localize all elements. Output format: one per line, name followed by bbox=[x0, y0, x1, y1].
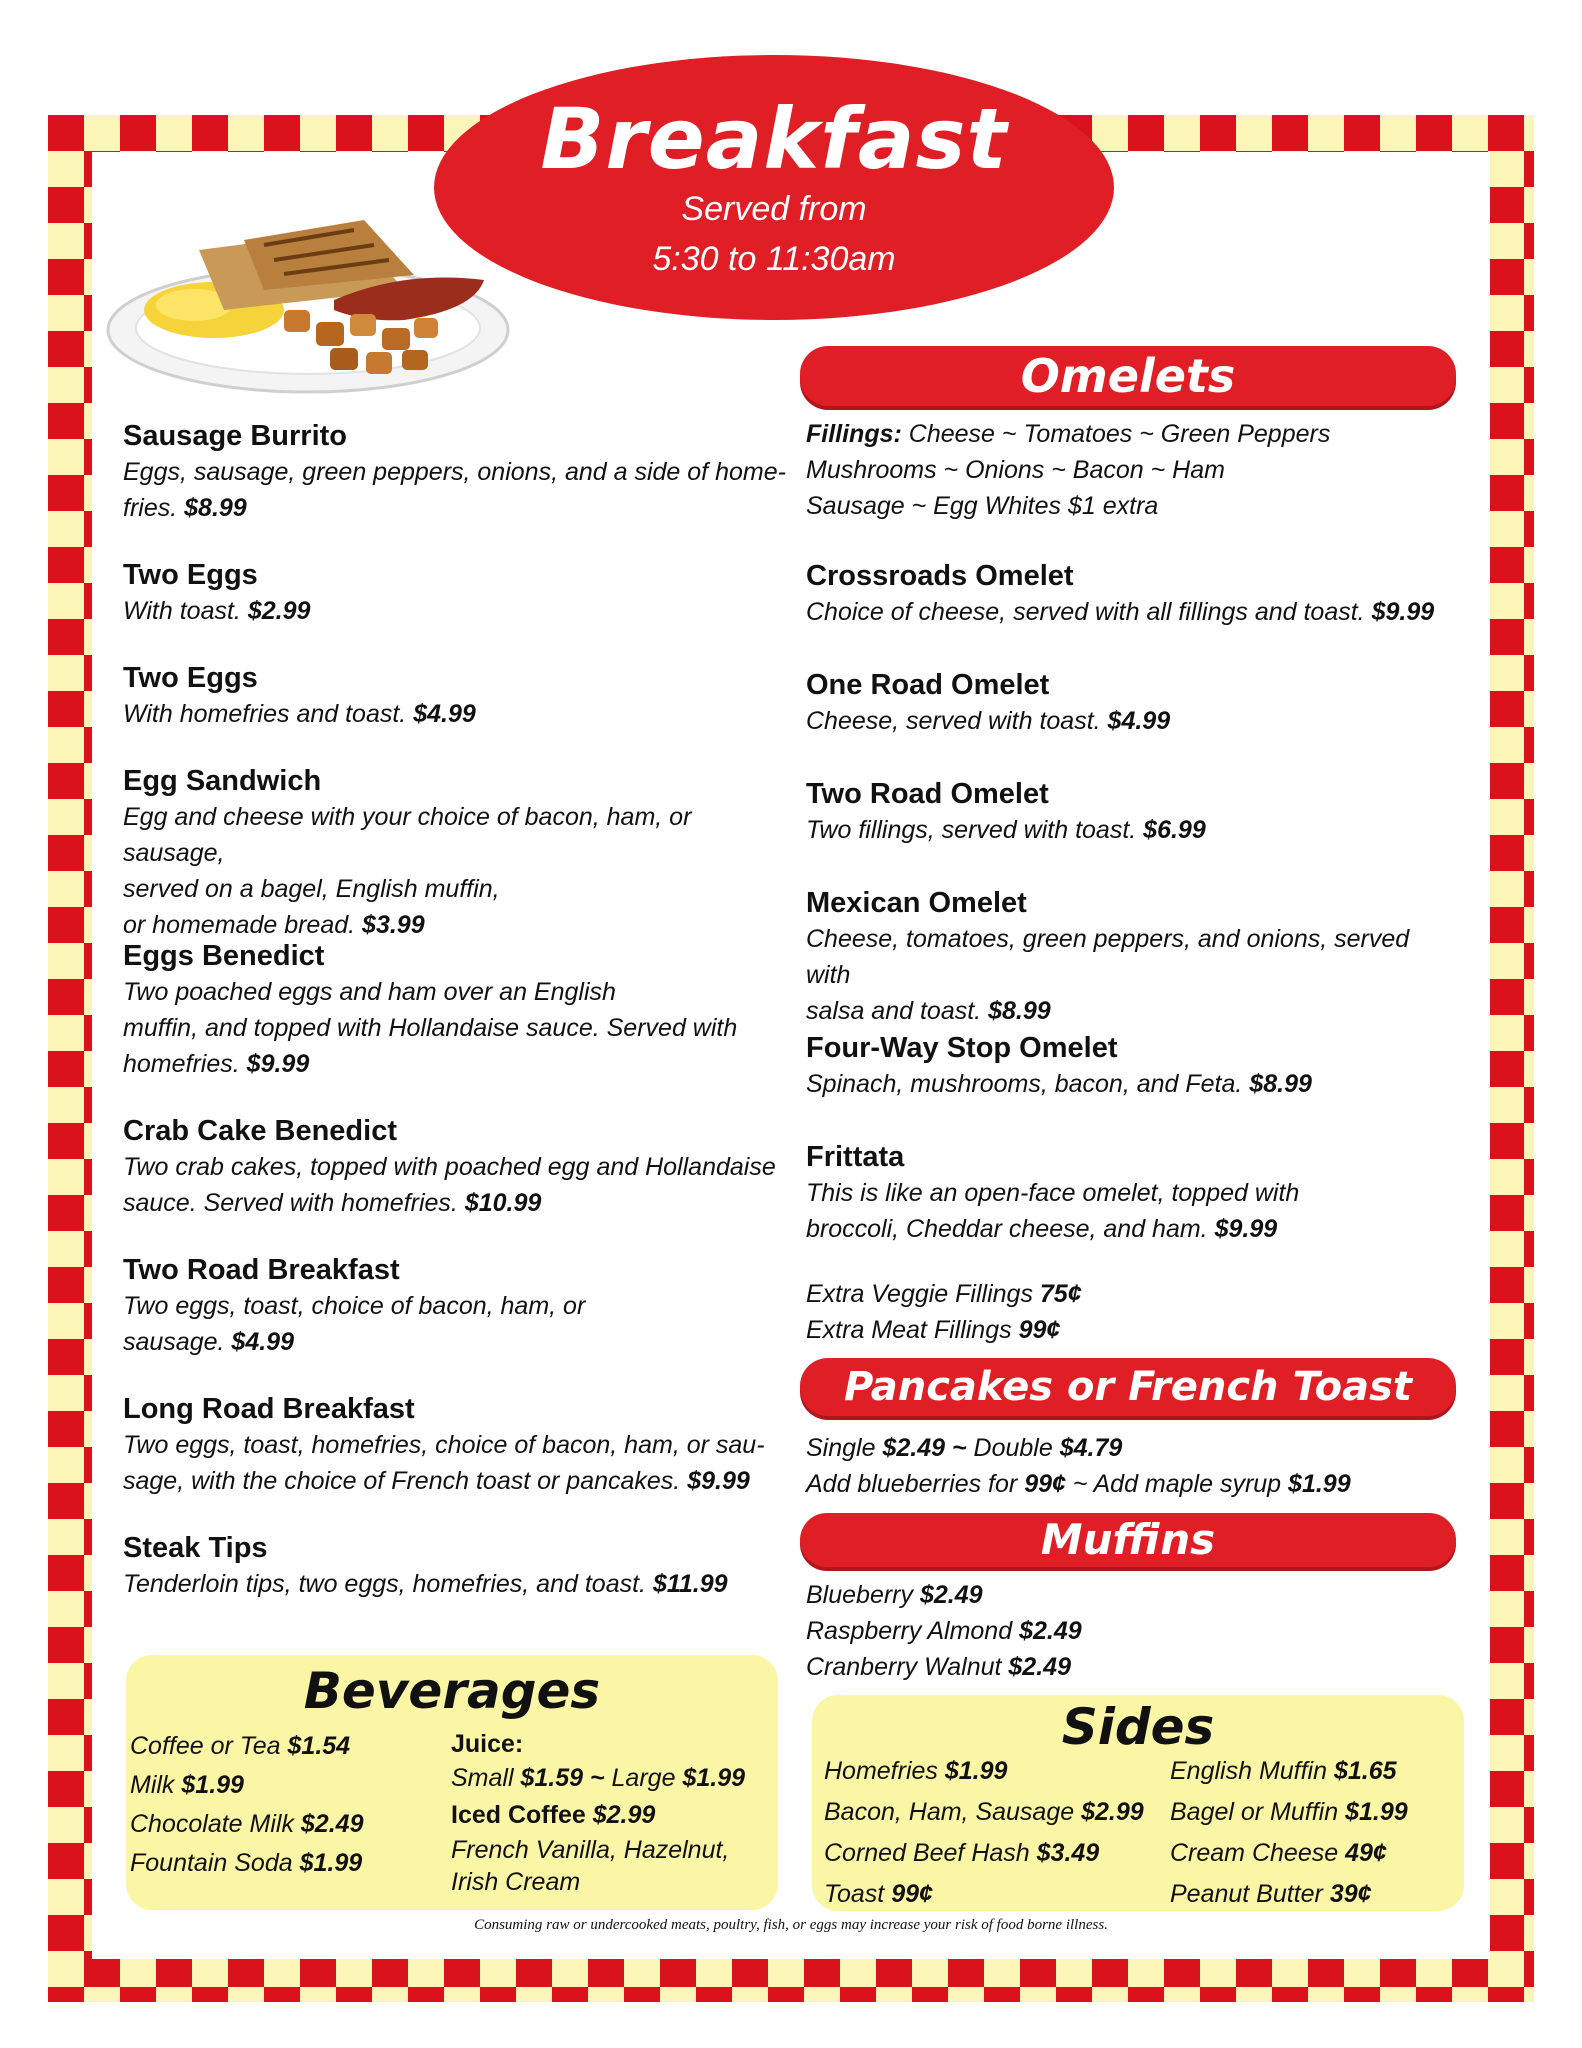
item-price: $9.99 bbox=[246, 1050, 310, 1078]
pancake-prices: Single $2.49 ~ Double $4.79 Add blueberries for 99¢ ~ Add maple syrup $1.99 bbox=[806, 1434, 1351, 1498]
menu-item-two-road-breakfast bbox=[123, 1252, 788, 1360]
item-name: One Road Omelet bbox=[806, 669, 1050, 701]
item-description: Egg and cheese with your choice of bacon, ham, or sausage, served on a bagel, English muffin, or homemade bread. $3.99 bbox=[123, 803, 692, 939]
menu-item-crossroads-omelet bbox=[806, 558, 1456, 630]
item-name: Four-Way Stop Omelet bbox=[806, 1032, 1118, 1064]
item-description: Tenderloin tips, two eggs, homefries, and toast. $11.99 bbox=[123, 1570, 728, 1598]
sides-title: Sides bbox=[1061, 1698, 1215, 1756]
menu-item-sausage-burrito bbox=[123, 418, 788, 526]
item-price: $6.99 bbox=[1143, 816, 1206, 844]
menu-item-crab-cake-benedict bbox=[123, 1113, 788, 1221]
page-title: Breakfast bbox=[540, 90, 1008, 188]
item-name: Two Eggs bbox=[123, 559, 258, 591]
item-name: Two Road Omelet bbox=[806, 778, 1049, 810]
item-name: Long Road Breakfast bbox=[123, 1393, 415, 1425]
item-price: $4.99 bbox=[231, 1328, 294, 1356]
item-price: $9.99 bbox=[1214, 1215, 1278, 1243]
item-description: Two eggs, toast, choice of bacon, ham, or sausage. $4.99 bbox=[123, 1292, 586, 1356]
item-price: $10.99 bbox=[464, 1189, 542, 1217]
sides-box bbox=[812, 1695, 1464, 1911]
pancakes-banner: Pancakes or French Toast bbox=[800, 1358, 1456, 1416]
item-price: $2.99 bbox=[247, 597, 311, 625]
item-description: Two poached eggs and ham over an English muffin, and topped with Hollandaise sauce. Served with homefries. $9.99 bbox=[123, 978, 738, 1078]
beverages-title: Beverages bbox=[303, 1662, 601, 1720]
breakfast-plate-image bbox=[104, 210, 512, 410]
item-name: Crab Cake Benedict bbox=[123, 1115, 397, 1147]
item-price: $4.99 bbox=[1107, 707, 1171, 735]
muffins-banner: Muffins bbox=[800, 1513, 1456, 1567]
item-price: $4.99 bbox=[413, 700, 476, 728]
menu-item-two-road-omelet bbox=[806, 776, 1456, 848]
item-name: Mexican Omelet bbox=[806, 887, 1027, 919]
beverages-right-list: Juice: Small $1.59 ~ Large $1.99 Iced Coffee $2.99 French Vanilla, Hazelnut, Irish Cream bbox=[451, 1730, 745, 1896]
item-name: Crossroads Omelet bbox=[806, 560, 1074, 592]
item-price: $8.99 bbox=[988, 997, 1051, 1025]
item-price: $3.99 bbox=[362, 911, 425, 939]
item-description: With homefries and toast. $4.99 bbox=[123, 700, 476, 728]
beverages-box bbox=[126, 1655, 778, 1910]
item-description: With toast. $2.99 bbox=[123, 597, 311, 625]
item-price: $9.99 bbox=[687, 1467, 750, 1495]
item-name: Sausage Burrito bbox=[123, 420, 347, 452]
hours-line-2: 5:30 to 11:30am bbox=[652, 240, 896, 278]
menu-item-long-road-breakfast bbox=[123, 1391, 788, 1499]
hours-line-1: Served from bbox=[681, 190, 867, 228]
food-safety-disclaimer: Consuming raw or undercooked meats, poultry, fish, or eggs may increase your risk of food borne illness. bbox=[474, 1917, 1108, 1933]
menu-item-mexican-omelet bbox=[806, 885, 1456, 1029]
muffin-list: Blueberry $2.49 Raspberry Almond $2.49 Cranberry Walnut $2.49 bbox=[806, 1581, 1082, 1681]
menu-item-steak-tips bbox=[123, 1530, 788, 1602]
title-oval bbox=[434, 55, 1114, 320]
item-price: $8.99 bbox=[184, 494, 247, 522]
menu-item-one-road-omelet bbox=[806, 667, 1456, 739]
item-description: Two eggs, toast, homefries, choice of bacon, ham, or sau- sage, with the choice of French toast or pancakes. $9.99 bbox=[123, 1431, 765, 1495]
menu-item-eggs-benedict bbox=[123, 938, 788, 1082]
item-description: Choice of cheese, served with all fillings and toast. $9.99 bbox=[806, 598, 1435, 626]
beverages-left-list: Coffee or Tea $1.54 Milk $1.99 Chocolate Milk $2.49 Fountain Soda $1.99 bbox=[130, 1732, 364, 1877]
menu-item-egg-sandwich bbox=[123, 763, 788, 943]
item-price: $11.99 bbox=[652, 1570, 728, 1598]
item-name: Steak Tips bbox=[123, 1532, 268, 1564]
omelet-fillings: Fillings: Cheese ~ Tomatoes ~ Green Peppers Mushrooms ~ Onions ~ Bacon ~ Ham Sausage ~ Egg Whites $1 extra bbox=[806, 420, 1331, 520]
sides-left-list: Homefries $1.99 Bacon, Ham, Sausage $2.99 Corned Beef Hash $3.49 Toast 99¢ bbox=[824, 1757, 1144, 1908]
item-name: Eggs Benedict bbox=[123, 940, 325, 972]
item-description: Two crab cakes, topped with poached egg and Hollandaise sauce. Served with homefries. $10.99 bbox=[123, 1153, 776, 1217]
item-description: Cheese, tomatoes, green peppers, and onions, served with salsa and toast. $8.99 bbox=[806, 925, 1410, 1025]
sides-right-list: English Muffin $1.65 Bagel or Muffin $1.99 Cream Cheese 49¢ Peanut Butter 39¢ bbox=[1170, 1757, 1408, 1908]
menu-item-two-eggs-toast bbox=[123, 557, 788, 629]
item-price: $9.99 bbox=[1371, 598, 1435, 626]
item-name: Two Road Breakfast bbox=[123, 1254, 400, 1286]
item-description: Spinach, mushrooms, bacon, and Feta. $8.99 bbox=[806, 1070, 1312, 1098]
item-description: Two fillings, served with toast. $6.99 bbox=[806, 816, 1206, 844]
menu-item-two-eggs-homefries bbox=[123, 660, 788, 732]
item-description: This is like an open-face omelet, topped with broccoli, Cheddar cheese, and ham. $9.99 bbox=[806, 1179, 1300, 1243]
item-description: Cheese, served with toast. $4.99 bbox=[806, 707, 1171, 735]
item-name: Egg Sandwich bbox=[123, 765, 322, 797]
menu-item-frittata bbox=[806, 1139, 1456, 1247]
item-name: Frittata bbox=[806, 1141, 905, 1173]
omelets-banner: Omelets bbox=[800, 346, 1456, 406]
menu-item-four-way-stop-omelet bbox=[806, 1030, 1456, 1102]
item-name: Two Eggs bbox=[123, 662, 258, 694]
extra-fillings: Extra Veggie Fillings 75¢ Extra Meat Fillings 99¢ bbox=[806, 1280, 1082, 1344]
item-price: $8.99 bbox=[1249, 1070, 1312, 1098]
item-description: Eggs, sausage, green peppers, onions, and a side of home- fries. $8.99 bbox=[123, 458, 786, 522]
